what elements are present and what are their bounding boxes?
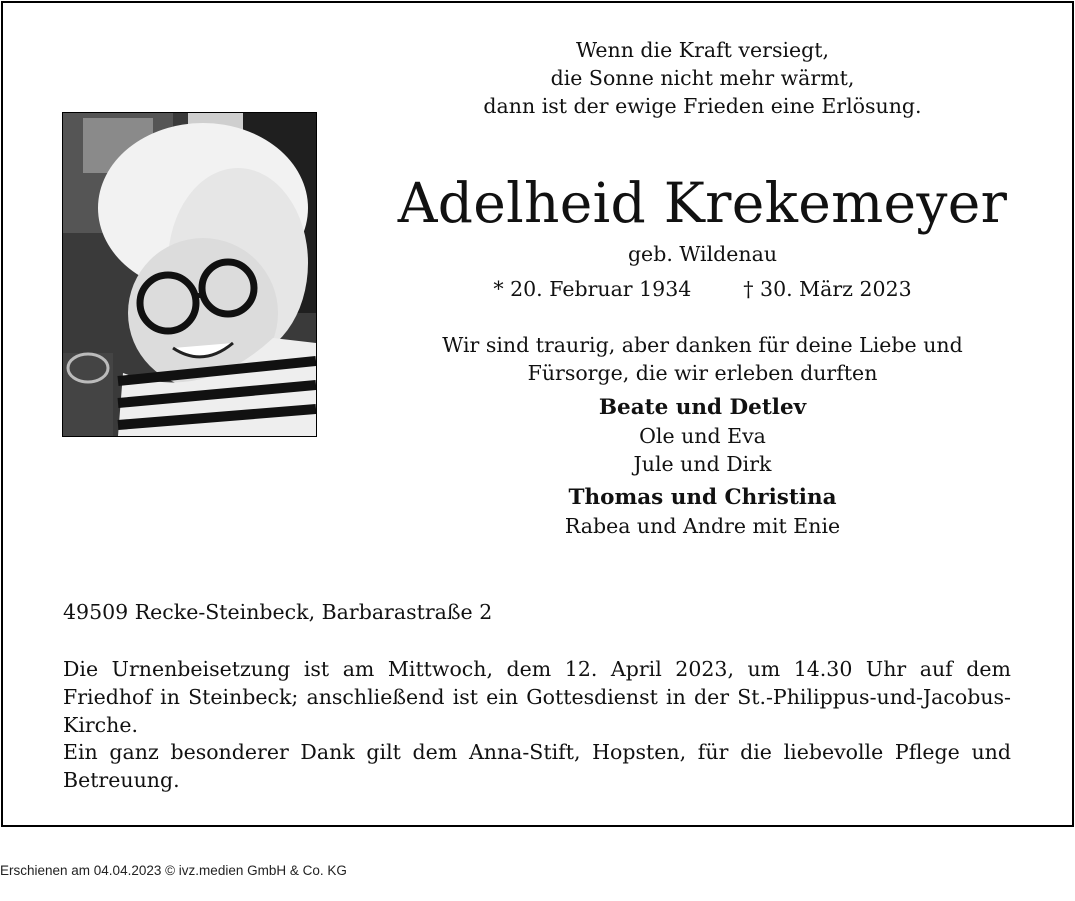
thanks-line: Wir sind traurig, aber danken für deine Liebe und bbox=[442, 333, 963, 357]
burial-info: Die Urnenbeisetzung ist am Mittwoch, dem 12. April 2023, um 14.30 Uhr auf dem Friedhof in Steinbeck; anschließend ist ein Gottesdienst in der St.-Philippus-und-Jacobus-Kirche. bbox=[63, 657, 1011, 737]
poem bbox=[395, 36, 1010, 120]
birth-date: * 20. Februar 1934 bbox=[493, 277, 692, 301]
family-member: Jule und Dirk bbox=[633, 452, 772, 476]
special-thanks: Ein ganz besonderer Dank gilt dem Anna-Stift, Hopsten, für die liebevolle Pflege und Betreuung. bbox=[63, 740, 1011, 792]
poem-line: die Sonne nicht mehr wärmt, bbox=[550, 66, 855, 90]
family-list bbox=[395, 394, 1010, 540]
deceased-name: Adelheid Krekemeyer bbox=[397, 171, 1008, 235]
publication-footer: Erschienen am 04.04.2023 © ivz.medien GmbH & Co. KG bbox=[0, 863, 347, 878]
portrait-photo bbox=[62, 112, 317, 437]
death-date: † 30. März 2023 bbox=[743, 277, 912, 301]
poem-line: dann ist der ewige Frieden eine Erlösung. bbox=[483, 94, 922, 118]
thanks-text bbox=[395, 331, 1010, 387]
thanks-line: Fürsorge, die wir erleben durften bbox=[527, 361, 878, 385]
address: 49509 Recke-Steinbeck, Barbarastraße 2 bbox=[63, 600, 493, 624]
poem-line: Wenn die Kraft versiegt, bbox=[575, 38, 830, 62]
life-dates bbox=[395, 275, 1010, 303]
maiden-name: geb. Wildenau bbox=[627, 242, 778, 266]
family-member: Rabea und Andre mit Enie bbox=[564, 514, 841, 538]
family-member: Ole und Eva bbox=[639, 424, 766, 448]
family-group-head: Beate und Detlev bbox=[598, 395, 807, 420]
family-group-head: Thomas und Christina bbox=[568, 485, 837, 510]
